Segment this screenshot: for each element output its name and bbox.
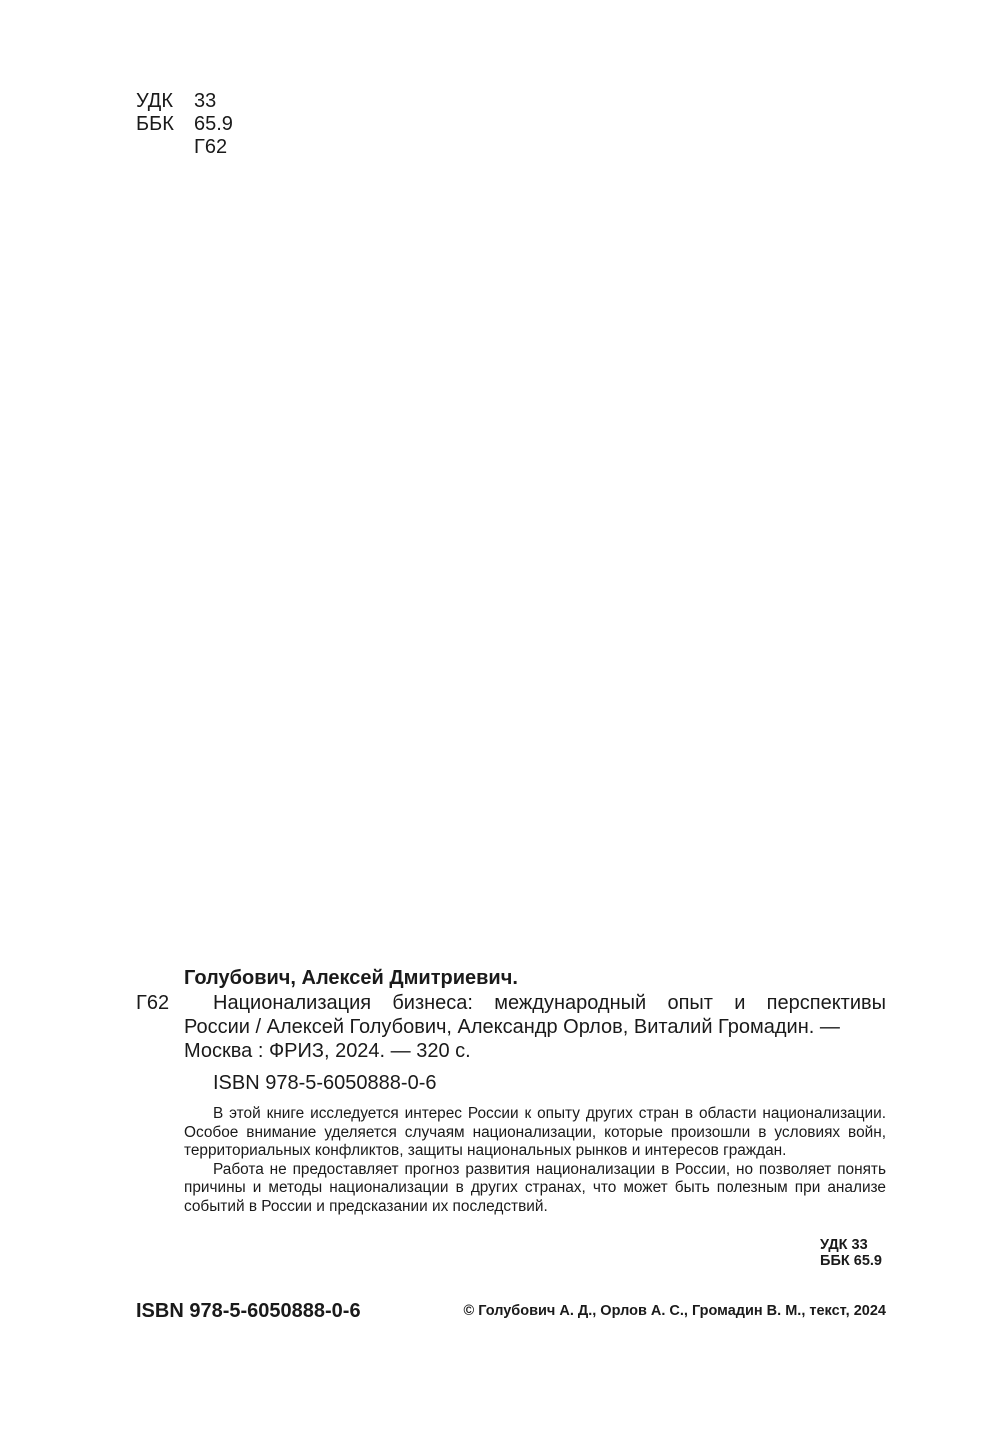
udk-code: УДК 33	[820, 1237, 868, 1253]
author-cutter-code: Г62	[194, 136, 228, 158]
bbk-code: ББК 65.9	[820, 1253, 882, 1269]
annotation-paragraph-1: В этой книге исследуется интерес России к опыту других стран в области национализации. Особое внимание уделяется случаям национализации, которые произошли в условиях войн, территориальных конфликтов, защиты национальных рынков и интересов граждан.	[184, 1105, 886, 1159]
classification-codes	[136, 90, 233, 159]
bbk-value: 65.9	[194, 113, 233, 135]
footer-isbn: ISBN 978-5-6050888-0-6	[136, 1300, 361, 1322]
bbk-row	[136, 113, 233, 136]
isbn-line: ISBN 978-5-6050888-0-6	[213, 1072, 437, 1094]
title-line-3: Москва : ФРИЗ, 2024. — 320 с.	[184, 1040, 471, 1062]
bbk-label: ББК	[136, 113, 174, 135]
cutter-row	[136, 136, 233, 159]
title-line-2: России / Алексей Голубович, Александр Орлов, Виталий Громадин. —	[184, 1016, 840, 1038]
copyright-notice: © Голубович А. Д., Орлов А. С., Громадин В. М., текст, 2024	[463, 1303, 886, 1319]
udk-label: УДК	[136, 90, 174, 112]
annotation-paragraph-2: Работа не предоставляет прогноз развития национализации в России, но позволяет понять причины и методы национализации в других странах, что может быть полезным при анализе событий в России и предсказании их последствий.	[184, 1160, 886, 1215]
udk-row	[136, 90, 233, 113]
annotation	[184, 1105, 886, 1216]
author-heading: Голубович, Алексей Дмитриевич.	[184, 967, 518, 989]
title-statement	[184, 991, 886, 1063]
title-line-1: Национализация бизнеса: международный опыт и перспективы	[213, 992, 886, 1014]
cutter-mark: Г62	[136, 992, 170, 1014]
udk-value: 33	[194, 90, 217, 112]
classification-codes-right	[820, 1237, 882, 1269]
